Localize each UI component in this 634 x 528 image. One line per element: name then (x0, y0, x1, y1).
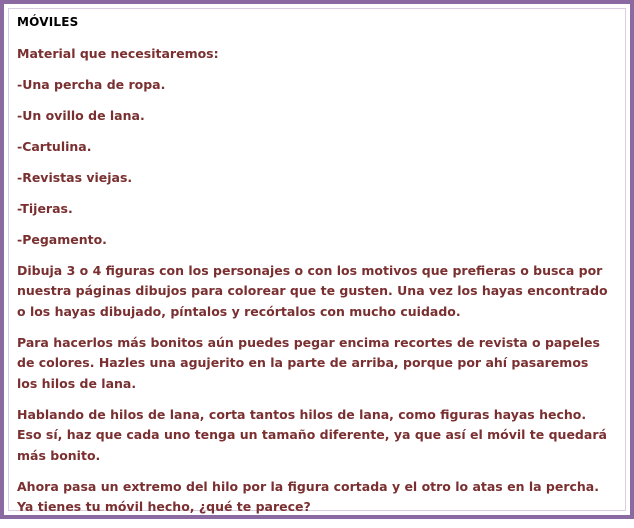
material-item-ovillo: -Un ovillo de lana. (17, 107, 145, 123)
instruction-paragraph-3: Hablando de hilos de lana, corta tantos hilos de lana, como figuras hayas hecho. Eso sí, haz que cada uno tenga un tamaño diferente, ya que así el móvil te quedará más bonito. (17, 406, 607, 463)
material-item-revistas: -Revistas viejas. (17, 169, 133, 185)
document-title: MÓVILES (17, 15, 79, 29)
material-item-pegamento: -Pegamento. (17, 231, 107, 247)
instruction-paragraph-2: Para hacerlos más bonitos aún puedes pegar encima recortes de revista o papeles de colores. Hazles una agujerito en la parte de arriba, porque por ahí pasaremos los hilos de lana. (17, 334, 600, 391)
material-item-cartulina: -Cartulina. (17, 138, 92, 154)
material-item-tijeras: -Tijeras. (17, 200, 73, 216)
document-content (17, 12, 613, 528)
instruction-paragraph-1: Dibuja 3 o 4 figuras con los personajes o con los motivos que prefieras o busca por nuestra páginas dibujos para colorear que te gusten. Una vez los hayas encontrado o los hayas dibujado, píntalos y recórtalos con mucho cuidado. (17, 262, 608, 319)
material-item-percha: -Una percha de ropa. (17, 76, 166, 92)
instruction-paragraph-4: Ahora pasa un extremo del hilo por la figura cortada y el otro lo atas en la percha. Ya tienes tu móvil hecho, ¿qué te parece? (17, 478, 599, 514)
materials-intro: Material que necesitaremos: (17, 45, 219, 61)
